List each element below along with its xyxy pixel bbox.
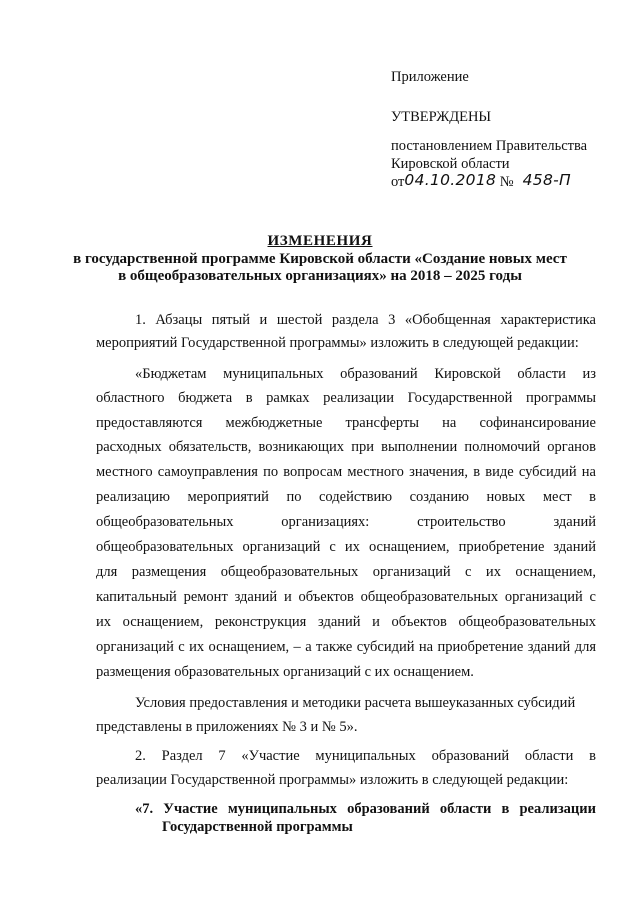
- quote-line: общеобразовательных организациях: строительство зданий: [96, 514, 596, 530]
- resolution-date-number: [391, 172, 571, 192]
- handwritten-number: 458-П: [522, 171, 571, 189]
- paragraph-2-line-1: 2. Раздел 7 «Участие муниципальных образований области в: [135, 748, 596, 764]
- subtitle-line-2: в общеобразовательных организациях» на 2018 – 2025 годы: [118, 268, 522, 284]
- appendix-label: Приложение: [391, 69, 469, 85]
- section-7-heading-line-1: «7. Участие муниципальных образований области в реализации: [135, 801, 596, 817]
- quote-line: «Бюджетам муниципальных образований Кировской области из: [135, 366, 596, 382]
- quote-line: размещения образовательных организаций с их оснащением.: [96, 664, 474, 680]
- quote-line: организаций с их оснащением, – а также субсидий на приобретение зданий для: [96, 639, 596, 655]
- paragraph-1-line-2: мероприятий Государственной программы» изложить в следующей редакции:: [96, 335, 579, 351]
- quote-line: для размещения общеобразовательных организаций с их оснащением,: [96, 564, 596, 580]
- from-prefix: от: [391, 174, 405, 190]
- conditions-line-1: Условия предоставления и методики расчета вышеуказанных субсидий: [135, 695, 576, 711]
- quote-line: капитальный ремонт зданий и объектов общеобразовательных организаций с: [96, 589, 596, 605]
- section-7-heading-line-2: Государственной программы: [162, 819, 353, 835]
- paragraph-2-line-2: реализации Государственной программы» изложить в следующей редакции:: [96, 772, 569, 788]
- quote-line: местного самоуправления по вопросам местного значения, в виде субсидий на: [96, 464, 596, 480]
- subtitle-line-1: в государственной программе Кировской области «Создание новых мест: [73, 251, 567, 267]
- quote-line: общеобразовательных организаций с их оснащением, приобретение зданий: [96, 539, 596, 555]
- resolution-line-2: Кировской области: [391, 156, 510, 172]
- document-title: ИЗМЕНЕНИЯ: [267, 233, 373, 249]
- quote-line: их оснащением, реконструкция зданий и объектов общеобразовательных: [96, 614, 596, 630]
- quote-line: реализацию мероприятий по содействию созданию новых мест в: [96, 489, 596, 505]
- handwritten-date: 04.10.2018: [404, 171, 497, 189]
- number-sign: №: [499, 174, 514, 190]
- quote-line: областного бюджета в рамках реализации Государственной программы: [96, 390, 596, 406]
- quote-line: расходных обязательств, возникающих при выполнении полномочий органов: [96, 439, 596, 455]
- resolution-line-1: постановлением Правительства: [391, 138, 588, 154]
- quote-line: предоставляются межбюджетные трансферты на софинансирование: [96, 415, 596, 431]
- conditions-line-2: представлены в приложениях № 3 и № 5».: [96, 719, 358, 735]
- approved-label: УТВЕРЖДЕНЫ: [391, 109, 492, 125]
- paragraph-1-line-1: 1. Абзацы пятый и шестой раздела 3 «Обобщенная характеристика: [135, 312, 596, 328]
